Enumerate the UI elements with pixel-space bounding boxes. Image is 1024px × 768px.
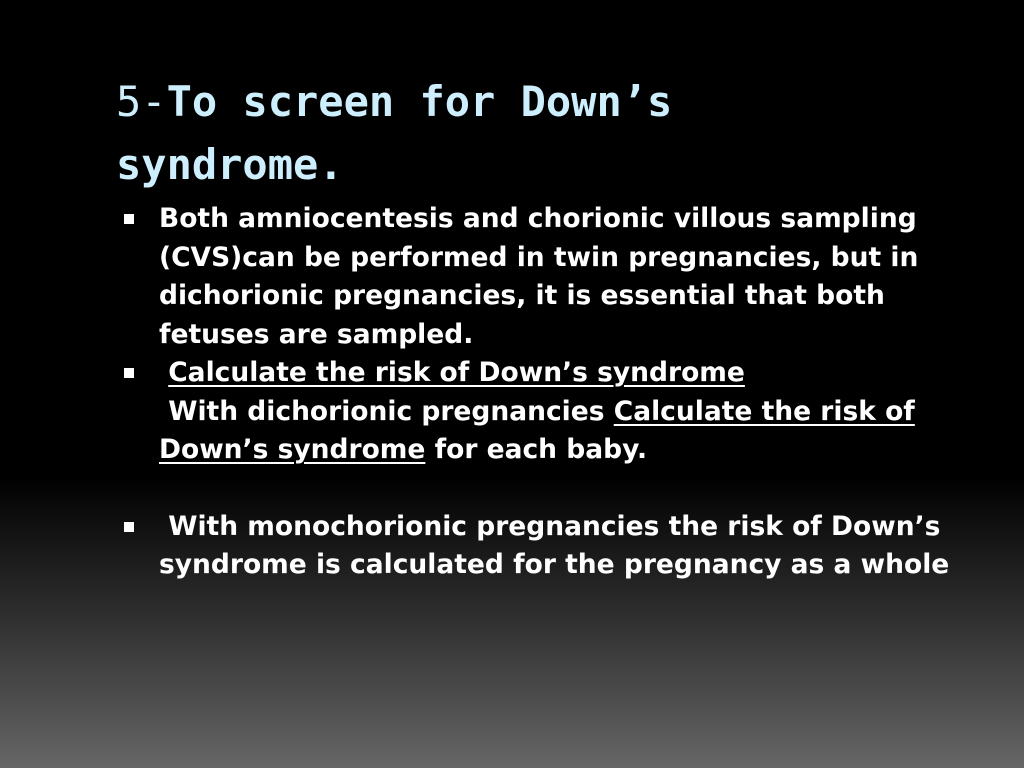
bullet-text-1: Both amniocentesis and chorionic villous sampling (CVS)can be performed in twin pregnancies, but in dichorionic pregnancies, it is essential that both fetuses are sampled. xyxy=(159,203,919,350)
square-bullet-icon xyxy=(124,368,134,378)
spacer xyxy=(116,470,976,508)
bullet-2-continuation xyxy=(116,393,976,470)
bullet-text-2: Calculate the risk of Down’s syndrome xyxy=(168,357,745,388)
square-bullet-icon xyxy=(124,522,134,532)
title-number: 5- xyxy=(116,77,167,126)
bullet-item-3 xyxy=(116,508,976,585)
title-line-1: To screen for Down’s xyxy=(166,77,673,126)
slide-body xyxy=(116,200,976,585)
bullet-2-sub-suffix: for each baby. xyxy=(434,434,648,465)
bullet-2-sub-underlined: Calculate the risk of Down’s syndrome xyxy=(159,395,915,465)
bullet-item-1 xyxy=(116,200,976,354)
square-bullet-icon xyxy=(124,214,134,224)
bullet-text-3: With monochorionic pregnancies the risk of Down’s syndrome is calculated for the pregnancy as a whole xyxy=(159,510,950,580)
bullet-item-2 xyxy=(116,354,976,393)
bullet-2-sub-prefix: With dichorionic pregnancies xyxy=(168,395,605,427)
title-line-2: syndrome. xyxy=(116,140,344,189)
slide-title xyxy=(116,70,976,196)
